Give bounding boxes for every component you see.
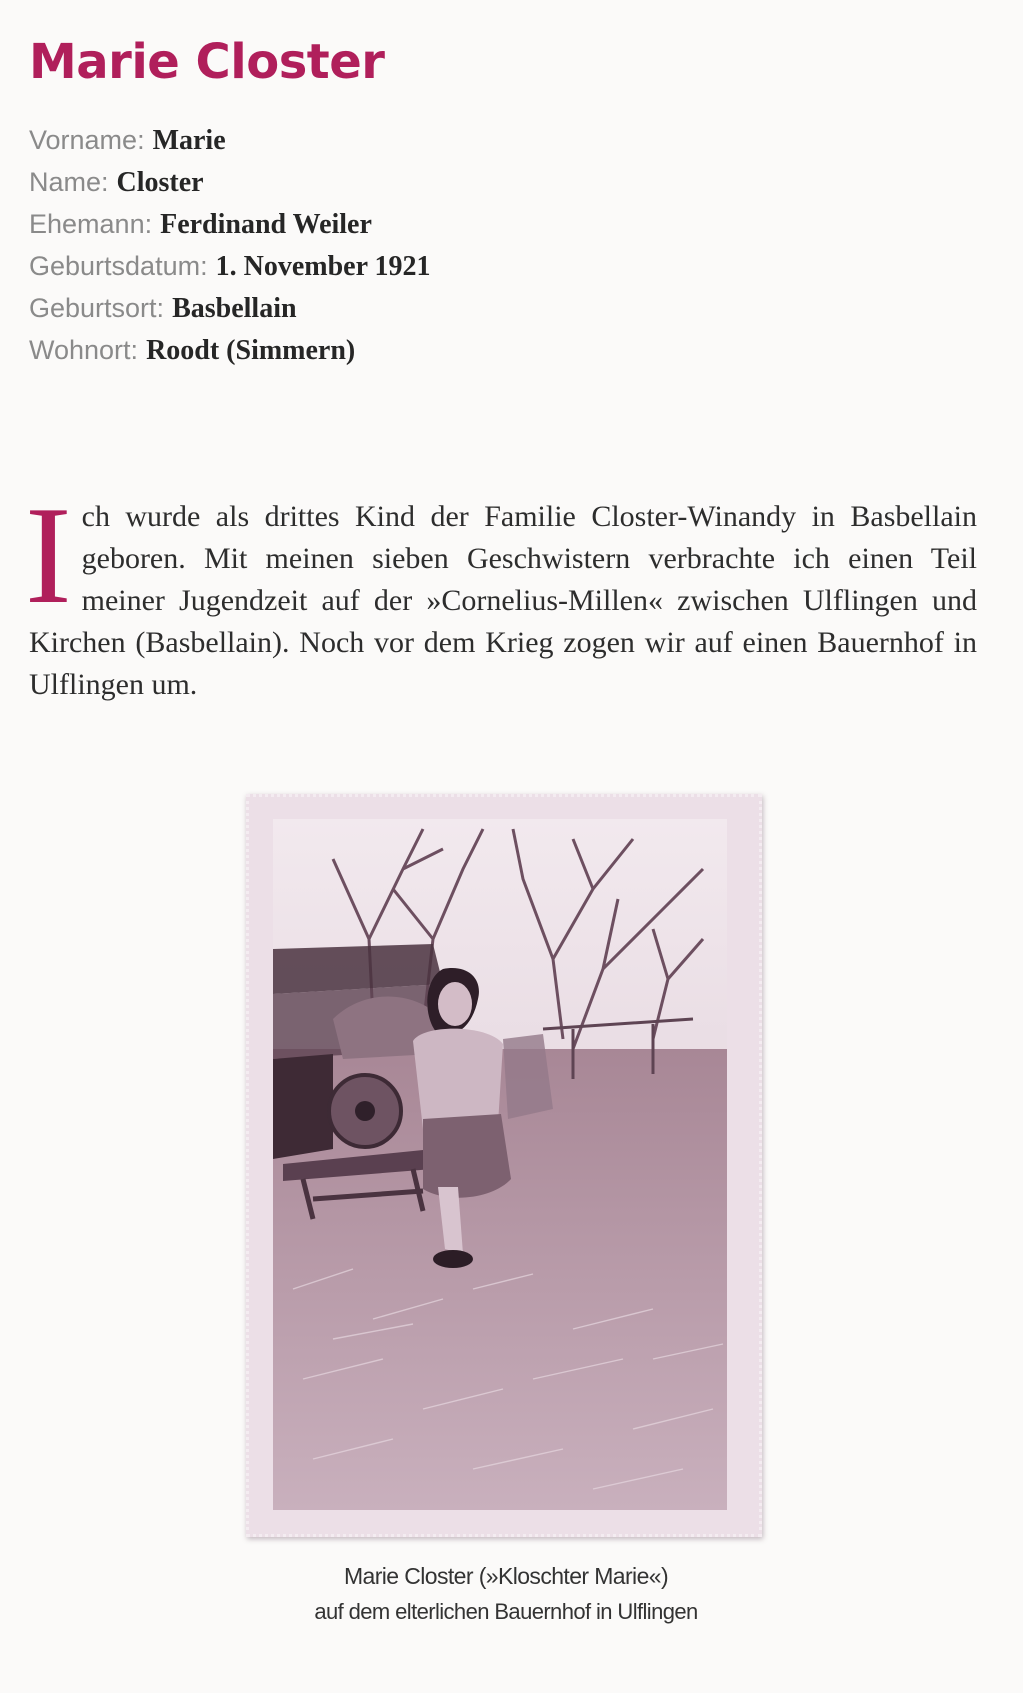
fact-label: Ehemann:	[29, 209, 153, 239]
fact-label: Geburtsdatum:	[29, 251, 208, 281]
fact-value: Marie	[152, 125, 226, 156]
intro-paragraph	[25, 478, 977, 706]
fact-value: Roodt (Simmern)	[146, 335, 356, 366]
photo-caption	[262, 1558, 750, 1630]
face	[438, 982, 472, 1026]
fact-value: Basbellain	[172, 293, 297, 324]
fact-last-name	[29, 161, 431, 203]
photo-image	[273, 819, 727, 1510]
drop-cap: I	[25, 478, 72, 633]
fact-value: Ferdinand Weiler	[160, 209, 372, 240]
shoes	[433, 1250, 473, 1268]
personal-details	[29, 119, 431, 371]
caption-line-1: Marie Closter (»Kloschter Marie«)	[343, 1563, 669, 1589]
fact-birth-date	[29, 245, 431, 287]
fact-label: Wohnort:	[29, 335, 139, 365]
fact-husband	[29, 203, 431, 245]
fact-residence	[29, 329, 431, 371]
page-title: Marie Closter	[29, 34, 385, 90]
fact-value: 1. November 1921	[215, 251, 431, 282]
skirt	[423, 1114, 511, 1198]
fact-first-name	[29, 119, 431, 161]
grinder-hub	[355, 1101, 375, 1121]
caption-line-2: auf dem elterlichen Bauernhof in Ulflingen	[314, 1599, 698, 1624]
barrel	[273, 1054, 333, 1159]
photo-frame	[246, 794, 762, 1537]
fact-birth-place	[29, 287, 431, 329]
historic-photo	[273, 819, 727, 1510]
fact-label: Geburtsort:	[29, 293, 165, 323]
blouse	[413, 1029, 503, 1129]
fact-label: Vorname:	[29, 125, 145, 155]
fact-label: Name:	[29, 167, 109, 197]
fact-value: Closter	[116, 167, 204, 198]
intro-text: ch wurde als drittes Kind der Familie Closter-Winandy in Basbellain geboren. Mit meinen sieben Geschwistern verbrachte ich einen Teil meiner Jugendzeit auf der »Cornelius-Millen« zwischen Ulflingen und Kirchen (Basbellain). Noch vor dem Krieg zogen wir auf einen Bauernhof in Ulflingen um.	[29, 500, 977, 701]
